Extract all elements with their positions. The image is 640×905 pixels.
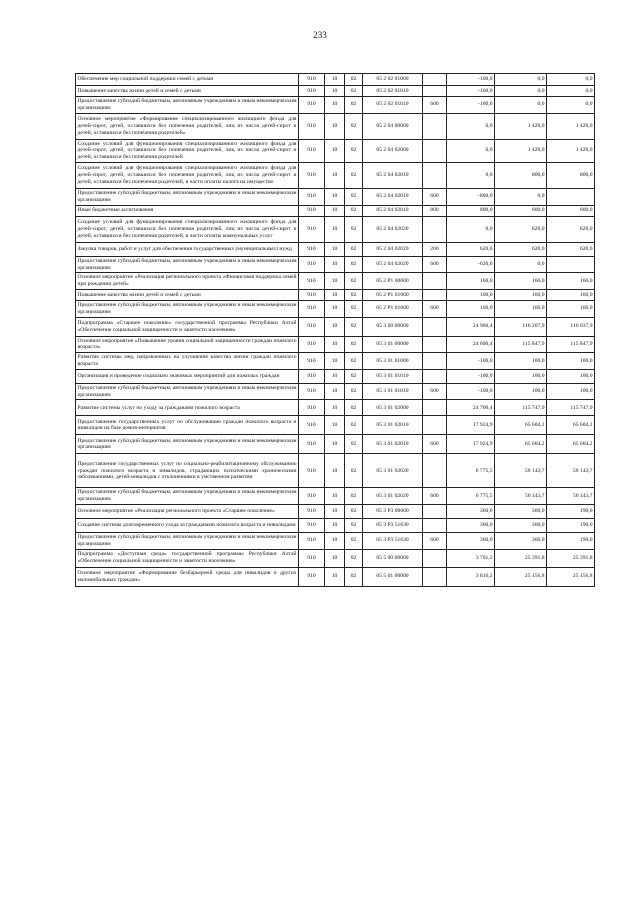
row-gr-cell: 910 bbox=[299, 488, 325, 505]
row-sum-2-cell: 360,0 bbox=[495, 505, 547, 519]
row-sum-2-cell: 0,0 bbox=[495, 256, 547, 273]
row-rz-cell: 10 bbox=[325, 454, 345, 488]
row-pr-cell: 02 bbox=[345, 216, 363, 242]
row-rz-cell: 10 bbox=[325, 488, 345, 505]
row-vr-cell bbox=[423, 139, 447, 162]
row-pr-cell: 02 bbox=[345, 454, 363, 488]
row-pr-cell: 02 bbox=[345, 488, 363, 505]
row-vr-cell bbox=[423, 369, 447, 383]
row-vr-cell bbox=[423, 400, 447, 416]
row-pr-cell: 02 bbox=[345, 505, 363, 519]
row-name-cell: Предоставление субсидий бюджетным, автономным учреждениям и иным некоммерческим организациям bbox=[76, 383, 299, 400]
table-row bbox=[76, 435, 595, 454]
table-row bbox=[76, 163, 595, 189]
row-sum-1-cell: 160,0 bbox=[447, 273, 495, 290]
row-sum-2-cell: 50 143,7 bbox=[495, 488, 547, 505]
row-gr-cell: 910 bbox=[299, 533, 325, 550]
row-sum-2-cell: 1 420,0 bbox=[495, 113, 547, 139]
table-row bbox=[76, 317, 595, 336]
row-name-cell: Создание условий для функционирования специализированного жилищного фонда для детей-сирот, детей, оставшихся без попечения родителей, лиц из числа детей-сирот и детей, оставшихся без попечения родителей bbox=[76, 139, 299, 162]
row-cs-cell: 05 3 00 00000 bbox=[363, 317, 423, 336]
row-vr-cell bbox=[423, 549, 447, 567]
row-sum-3-cell: 65 604,2 bbox=[547, 416, 595, 435]
row-pr-cell: 02 bbox=[345, 533, 363, 550]
row-sum-3-cell: 0,0 bbox=[547, 86, 595, 97]
row-name-cell: Иные бюджетные ассигнования bbox=[76, 205, 299, 216]
row-name-cell: Основное мероприятие «Реализация регионального проекта «Старшее поколение» bbox=[76, 505, 299, 519]
row-rz-cell: 10 bbox=[325, 300, 345, 317]
row-cs-cell: 05 3 01 02010 bbox=[363, 435, 423, 454]
row-gr-cell: 910 bbox=[299, 300, 325, 317]
row-vr-cell: 600 bbox=[423, 488, 447, 505]
row-cs-cell: 05 2 02 01010 bbox=[363, 97, 423, 114]
row-cs-cell: 05 2 04 00000 bbox=[363, 113, 423, 139]
row-name-cell: Предоставление субсидий бюджетным, автономным учреждениям и иным некоммерческим организациям bbox=[76, 300, 299, 317]
row-gr-cell: 910 bbox=[299, 86, 325, 97]
row-rz-cell: 10 bbox=[325, 163, 345, 189]
table-row bbox=[76, 336, 595, 353]
row-name-cell: Подпрограмма «Старшее поколение» государственной программы Республики Алтай «Обеспечение социальной защищенности и занятости населения» bbox=[76, 317, 299, 336]
row-sum-3-cell: 25 391,8 bbox=[547, 549, 595, 567]
row-sum-2-cell: 0,0 bbox=[495, 97, 547, 114]
row-cs-cell: 05 2 04 02010 bbox=[363, 163, 423, 189]
row-name-cell: Основное мероприятие «Реализация регионального проекта «Финансовая поддержка семей при рождении детей» bbox=[76, 273, 299, 290]
row-vr-cell bbox=[423, 567, 447, 586]
row-vr-cell bbox=[423, 353, 447, 370]
row-gr-cell: 910 bbox=[299, 435, 325, 454]
row-name-cell: Повышение качества жизни детей и семей с детьми bbox=[76, 289, 299, 300]
table-row bbox=[76, 139, 595, 162]
row-gr-cell: 910 bbox=[299, 216, 325, 242]
row-cs-cell: 05 3 01 00000 bbox=[363, 336, 423, 353]
row-name-cell: Предоставление субсидий бюджетным, автономным учреждениям и иным некоммерческим организациям bbox=[76, 533, 299, 550]
row-vr-cell: 600 bbox=[423, 435, 447, 454]
row-cs-cell: 05 2 P1 01000 bbox=[363, 300, 423, 317]
row-pr-cell: 02 bbox=[345, 549, 363, 567]
row-gr-cell: 910 bbox=[299, 519, 325, 533]
row-vr-cell: 600 bbox=[423, 383, 447, 400]
row-pr-cell: 02 bbox=[345, 205, 363, 216]
row-sum-3-cell: 800,0 bbox=[547, 205, 595, 216]
row-pr-cell: 02 bbox=[345, 289, 363, 300]
row-gr-cell: 910 bbox=[299, 567, 325, 586]
budget-table-body bbox=[76, 74, 595, 587]
row-rz-cell: 10 bbox=[325, 353, 345, 370]
row-sum-2-cell: 360,0 bbox=[495, 533, 547, 550]
row-gr-cell: 910 bbox=[299, 317, 325, 336]
row-sum-3-cell: 800,0 bbox=[547, 163, 595, 189]
row-sum-3-cell bbox=[547, 189, 595, 206]
row-gr-cell: 910 bbox=[299, 400, 325, 416]
row-cs-cell: 05 3 01 02020 bbox=[363, 488, 423, 505]
row-gr-cell: 910 bbox=[299, 336, 325, 353]
row-sum-3-cell: 620,0 bbox=[547, 216, 595, 242]
table-row bbox=[76, 505, 595, 519]
row-pr-cell: 02 bbox=[345, 519, 363, 533]
row-pr-cell: 02 bbox=[345, 242, 363, 256]
table-row bbox=[76, 273, 595, 290]
row-sum-1-cell: 0,0 bbox=[447, 113, 495, 139]
row-gr-cell: 910 bbox=[299, 163, 325, 189]
row-gr-cell: 910 bbox=[299, 353, 325, 370]
row-sum-2-cell: 160,0 bbox=[495, 289, 547, 300]
row-vr-cell: 600 bbox=[423, 189, 447, 206]
row-gr-cell: 910 bbox=[299, 549, 325, 567]
row-sum-3-cell: 100,0 bbox=[547, 383, 595, 400]
row-rz-cell: 10 bbox=[325, 113, 345, 139]
table-row bbox=[76, 242, 595, 256]
row-sum-2-cell: 115 847,9 bbox=[495, 336, 547, 353]
row-vr-cell: 200 bbox=[423, 242, 447, 256]
row-vr-cell: 600 bbox=[423, 97, 447, 114]
row-vr-cell bbox=[423, 317, 447, 336]
row-name-cell: Предоставление субсидий бюджетным, автономным учреждениям и иным некоммерческим организациям bbox=[76, 488, 299, 505]
row-sum-1-cell: 3 816,2 bbox=[447, 567, 495, 586]
row-sum-1-cell: 800,0 bbox=[447, 205, 495, 216]
table-row bbox=[76, 549, 595, 567]
row-sum-3-cell: 1 420,0 bbox=[547, 113, 595, 139]
row-name-cell: Подпрограмма «Доступная среда» государственной программы Республики Алтай «Обеспечение социальной защищенности и занятости населения» bbox=[76, 549, 299, 567]
row-pr-cell: 02 bbox=[345, 97, 363, 114]
table-row bbox=[76, 400, 595, 416]
row-cs-cell: 05 2 04 02020 bbox=[363, 242, 423, 256]
row-cs-cell: 05 3 P3 51630 bbox=[363, 519, 423, 533]
row-sum-3-cell: 115 747,9 bbox=[547, 400, 595, 416]
table-row bbox=[76, 289, 595, 300]
row-vr-cell: 800 bbox=[423, 205, 447, 216]
row-cs-cell: 05 2 04 02010 bbox=[363, 205, 423, 216]
table-row bbox=[76, 353, 595, 370]
table-row bbox=[76, 86, 595, 97]
row-pr-cell: 02 bbox=[345, 273, 363, 290]
row-cs-cell: 05 3 01 01000 bbox=[363, 353, 423, 370]
row-vr-cell bbox=[423, 454, 447, 488]
row-pr-cell: 02 bbox=[345, 369, 363, 383]
row-vr-cell bbox=[423, 289, 447, 300]
row-gr-cell: 910 bbox=[299, 97, 325, 114]
row-cs-cell: 05 5 00 00000 bbox=[363, 549, 423, 567]
row-sum-1-cell: 24 960,4 bbox=[447, 317, 495, 336]
row-sum-3-cell bbox=[547, 256, 595, 273]
row-cs-cell: 05 2 04 02000 bbox=[363, 139, 423, 162]
row-gr-cell: 910 bbox=[299, 505, 325, 519]
row-gr-cell: 910 bbox=[299, 139, 325, 162]
row-cs-cell: 05 2 P1 01000 bbox=[363, 289, 423, 300]
row-sum-1-cell: 17 924,9 bbox=[447, 435, 495, 454]
row-sum-1-cell: 6 775,5 bbox=[447, 488, 495, 505]
row-cs-cell: 05 3 P3 51630 bbox=[363, 533, 423, 550]
row-sum-2-cell: 100,0 bbox=[495, 353, 547, 370]
row-gr-cell: 910 bbox=[299, 256, 325, 273]
row-name-cell: Развитие системы услуг по уходу за гражданами пожилого возраста bbox=[76, 400, 299, 416]
row-rz-cell: 10 bbox=[325, 549, 345, 567]
table-row bbox=[76, 216, 595, 242]
row-sum-2-cell: 116 207,9 bbox=[495, 317, 547, 336]
row-sum-3-cell: 65 604,2 bbox=[547, 435, 595, 454]
row-sum-1-cell: -100,0 bbox=[447, 383, 495, 400]
row-gr-cell: 910 bbox=[299, 205, 325, 216]
row-name-cell: Предоставление государственных услуг по обслуживанию граждан пожилого возраста и инвалидов на базе домов-интернатов bbox=[76, 416, 299, 435]
row-vr-cell: 600 bbox=[423, 300, 447, 317]
row-gr-cell: 910 bbox=[299, 189, 325, 206]
row-pr-cell: 02 bbox=[345, 256, 363, 273]
row-rz-cell: 10 bbox=[325, 205, 345, 216]
row-name-cell: Предоставление субсидий бюджетным, автономным учреждениям и иным некоммерческим организациям bbox=[76, 256, 299, 273]
row-vr-cell bbox=[423, 505, 447, 519]
row-vr-cell: 600 bbox=[423, 256, 447, 273]
row-name-cell: Основное мероприятие «Повышение уровня социальной защищенности граждан пожилого возраста» bbox=[76, 336, 299, 353]
row-pr-cell: 02 bbox=[345, 317, 363, 336]
row-cs-cell: 05 2 04 02020 bbox=[363, 256, 423, 273]
row-sum-2-cell: 115 747,9 bbox=[495, 400, 547, 416]
table-row bbox=[76, 74, 595, 86]
row-sum-1-cell: 360,0 bbox=[447, 533, 495, 550]
table-row bbox=[76, 567, 595, 586]
row-name-cell: Закупка товаров, работ и услуг для обеспечения государственных (муниципальных) нужд bbox=[76, 242, 299, 256]
row-name-cell: Основное мероприятие «Формирование безбарьерной среды для инвалидов и других маломобильных граждан» bbox=[76, 567, 299, 586]
row-rz-cell: 10 bbox=[325, 74, 345, 86]
row-name-cell: Развитие системы мер, направленных на улучшение качества жизни граждан пожилого возраста bbox=[76, 353, 299, 370]
row-sum-3-cell: 50 143,7 bbox=[547, 488, 595, 505]
row-sum-3-cell: 160,0 bbox=[547, 300, 595, 317]
row-cs-cell: 05 3 01 02000 bbox=[363, 400, 423, 416]
table-row bbox=[76, 205, 595, 216]
row-sum-1-cell: 160,0 bbox=[447, 289, 495, 300]
table-row bbox=[76, 454, 595, 488]
row-sum-3-cell: 190,0 bbox=[547, 519, 595, 533]
row-sum-3-cell: 620,0 bbox=[547, 242, 595, 256]
row-gr-cell: 910 bbox=[299, 289, 325, 300]
row-sum-1-cell: -620,0 bbox=[447, 256, 495, 273]
row-cs-cell: 05 2 P1 00000 bbox=[363, 273, 423, 290]
row-rz-cell: 10 bbox=[325, 256, 345, 273]
row-sum-2-cell: 25 156,8 bbox=[495, 567, 547, 586]
row-vr-cell bbox=[423, 273, 447, 290]
row-sum-2-cell: 0,0 bbox=[495, 189, 547, 206]
table-row bbox=[76, 113, 595, 139]
row-vr-cell bbox=[423, 163, 447, 189]
row-sum-2-cell: 100,0 bbox=[495, 369, 547, 383]
row-rz-cell: 10 bbox=[325, 189, 345, 206]
row-vr-cell bbox=[423, 86, 447, 97]
row-gr-cell: 910 bbox=[299, 369, 325, 383]
row-cs-cell: 05 5 01 00000 bbox=[363, 567, 423, 586]
row-gr-cell: 910 bbox=[299, 113, 325, 139]
row-rz-cell: 10 bbox=[325, 435, 345, 454]
row-sum-2-cell: 160,0 bbox=[495, 300, 547, 317]
row-sum-1-cell: -160,0 bbox=[447, 86, 495, 97]
row-rz-cell: 10 bbox=[325, 369, 345, 383]
row-name-cell: Организация и проведение социально значимых мероприятий для пожилых граждан bbox=[76, 369, 299, 383]
row-cs-cell: 05 2 04 02010 bbox=[363, 189, 423, 206]
row-sum-3-cell: 25 156,8 bbox=[547, 567, 595, 586]
row-sum-3-cell: 115 847,9 bbox=[547, 336, 595, 353]
row-name-cell: Обеспечение мер социальной поддержки семей с детьми bbox=[76, 74, 299, 86]
row-sum-1-cell: -100,0 bbox=[447, 369, 495, 383]
row-vr-cell bbox=[423, 216, 447, 242]
table-row bbox=[76, 256, 595, 273]
row-sum-1-cell: -160,0 bbox=[447, 74, 495, 86]
row-sum-3-cell: 190,0 bbox=[547, 505, 595, 519]
row-sum-3-cell: 160,0 bbox=[547, 273, 595, 290]
row-sum-1-cell: 24 600,4 bbox=[447, 336, 495, 353]
row-sum-1-cell: 0,0 bbox=[447, 139, 495, 162]
page-number: 233 bbox=[313, 30, 327, 40]
row-rz-cell: 10 bbox=[325, 400, 345, 416]
row-sum-2-cell: 620,0 bbox=[495, 216, 547, 242]
row-sum-2-cell: 620,0 bbox=[495, 242, 547, 256]
row-name-cell: Предоставление субсидий бюджетным, автономным учреждениям и иным некоммерческим организациям bbox=[76, 189, 299, 206]
row-rz-cell: 10 bbox=[325, 519, 345, 533]
row-sum-3-cell: 116 037,9 bbox=[547, 317, 595, 336]
row-sum-2-cell: 360,0 bbox=[495, 519, 547, 533]
row-pr-cell: 02 bbox=[345, 416, 363, 435]
row-sum-1-cell: 6 775,5 bbox=[447, 454, 495, 488]
row-sum-2-cell: 65 604,2 bbox=[495, 416, 547, 435]
row-pr-cell: 02 bbox=[345, 567, 363, 586]
row-sum-2-cell: 0,0 bbox=[495, 74, 547, 86]
row-pr-cell: 02 bbox=[345, 336, 363, 353]
row-pr-cell: 02 bbox=[345, 163, 363, 189]
row-sum-2-cell: 50 143,7 bbox=[495, 454, 547, 488]
row-cs-cell: 05 3 01 02020 bbox=[363, 454, 423, 488]
row-sum-3-cell: 1 420,0 bbox=[547, 139, 595, 162]
budget-table bbox=[75, 73, 595, 587]
row-sum-1-cell: 360,0 bbox=[447, 519, 495, 533]
row-name-cell: Основное мероприятие «Формирование специализированного жилищного фонда для детей-сирот, детей, оставшихся без попечения родителей, лиц из числа детей-сирот и детей, оставшихся без попечения родителей» bbox=[76, 113, 299, 139]
row-rz-cell: 10 bbox=[325, 216, 345, 242]
row-gr-cell: 910 bbox=[299, 242, 325, 256]
table-row bbox=[76, 488, 595, 505]
row-gr-cell: 910 bbox=[299, 74, 325, 86]
table-row bbox=[76, 416, 595, 435]
row-vr-cell bbox=[423, 74, 447, 86]
table-row bbox=[76, 97, 595, 114]
row-sum-1-cell: 3 701,2 bbox=[447, 549, 495, 567]
row-gr-cell: 910 bbox=[299, 273, 325, 290]
row-rz-cell: 10 bbox=[325, 336, 345, 353]
row-rz-cell: 10 bbox=[325, 533, 345, 550]
row-sum-1-cell: -160,0 bbox=[447, 97, 495, 114]
row-pr-cell: 02 bbox=[345, 74, 363, 86]
row-pr-cell: 02 bbox=[345, 383, 363, 400]
table-row bbox=[76, 533, 595, 550]
row-pr-cell: 02 bbox=[345, 189, 363, 206]
row-pr-cell: 02 bbox=[345, 113, 363, 139]
row-rz-cell: 10 bbox=[325, 383, 345, 400]
row-name-cell: Создание условий для функционирования специализированного жилищного фонда для детей-сирот, детей, оставшихся без попечения родителей, лиц из числа детей-сирот и детей, оставшихся без попечения родителей, в части оплаты коммунальных услуг bbox=[76, 216, 299, 242]
table-row bbox=[76, 519, 595, 533]
row-gr-cell: 910 bbox=[299, 383, 325, 400]
row-sum-2-cell: 25 391,8 bbox=[495, 549, 547, 567]
row-rz-cell: 10 bbox=[325, 242, 345, 256]
row-sum-3-cell: 0,0 bbox=[547, 74, 595, 86]
row-rz-cell: 10 bbox=[325, 416, 345, 435]
row-name-cell: Предоставление субсидий бюджетным, автономным учреждениям и иным некоммерческим организациям bbox=[76, 435, 299, 454]
row-sum-1-cell: -800,0 bbox=[447, 189, 495, 206]
row-gr-cell: 910 bbox=[299, 454, 325, 488]
row-sum-1-cell: 0,0 bbox=[447, 163, 495, 189]
row-sum-1-cell: 620,0 bbox=[447, 242, 495, 256]
row-rz-cell: 10 bbox=[325, 86, 345, 97]
row-sum-3-cell: 50 143,7 bbox=[547, 454, 595, 488]
row-sum-1-cell: 24 700,4 bbox=[447, 400, 495, 416]
row-sum-2-cell: 0,0 bbox=[495, 86, 547, 97]
row-name-cell: Предоставление государственных услуг по социально-реабилитационному обслуживанию граждан пожилого возраста и инвалидов, страдающих психическими хроническими заболеваниями, детей-инвалидов с отклонениями в умственном развитии bbox=[76, 454, 299, 488]
row-rz-cell: 10 bbox=[325, 97, 345, 114]
row-vr-cell bbox=[423, 336, 447, 353]
row-sum-2-cell: 800,0 bbox=[495, 205, 547, 216]
row-sum-1-cell: 0,0 bbox=[447, 216, 495, 242]
row-cs-cell: 05 3 01 01010 bbox=[363, 369, 423, 383]
row-cs-cell: 05 2 02 01010 bbox=[363, 86, 423, 97]
row-name-cell: Создание системы долговременного ухода за гражданами пожилого возраста и инвалидами bbox=[76, 519, 299, 533]
row-sum-2-cell: 1 420,0 bbox=[495, 139, 547, 162]
row-cs-cell: 05 3 P3 00000 bbox=[363, 505, 423, 519]
row-cs-cell: 05 3 01 01010 bbox=[363, 383, 423, 400]
row-vr-cell bbox=[423, 519, 447, 533]
table-row bbox=[76, 189, 595, 206]
row-pr-cell: 02 bbox=[345, 353, 363, 370]
row-rz-cell: 10 bbox=[325, 289, 345, 300]
row-sum-2-cell: 65 604,2 bbox=[495, 435, 547, 454]
row-gr-cell: 910 bbox=[299, 416, 325, 435]
row-sum-3-cell: 190,0 bbox=[547, 533, 595, 550]
row-vr-cell bbox=[423, 416, 447, 435]
row-sum-1-cell: 360,0 bbox=[447, 505, 495, 519]
row-vr-cell bbox=[423, 113, 447, 139]
row-sum-2-cell: 160,0 bbox=[495, 273, 547, 290]
row-vr-cell: 600 bbox=[423, 533, 447, 550]
row-sum-1-cell: -100,0 bbox=[447, 353, 495, 370]
row-sum-1-cell: 17 924,9 bbox=[447, 416, 495, 435]
row-sum-2-cell: 800,0 bbox=[495, 163, 547, 189]
row-pr-cell: 02 bbox=[345, 139, 363, 162]
row-rz-cell: 10 bbox=[325, 139, 345, 162]
row-cs-cell: 05 3 01 02010 bbox=[363, 416, 423, 435]
row-pr-cell: 02 bbox=[345, 86, 363, 97]
row-sum-3-cell: 160,0 bbox=[547, 289, 595, 300]
row-name-cell: Создание условий для функционирования специализированного жилищного фонда для детей-сирот, детей, оставшихся без попечения родителей, лиц из числа детей-сирот и детей, оставшихся без попечения родителей, в части оплаты налога на имущество bbox=[76, 163, 299, 189]
row-sum-3-cell: 0,0 bbox=[547, 97, 595, 114]
row-sum-1-cell: 160,0 bbox=[447, 300, 495, 317]
row-rz-cell: 10 bbox=[325, 317, 345, 336]
row-pr-cell: 02 bbox=[345, 300, 363, 317]
row-sum-2-cell: 100,0 bbox=[495, 383, 547, 400]
row-sum-3-cell: 100,0 bbox=[547, 353, 595, 370]
row-rz-cell: 10 bbox=[325, 273, 345, 290]
row-cs-cell: 05 2 04 02020 bbox=[363, 216, 423, 242]
table-row bbox=[76, 383, 595, 400]
row-cs-cell: 05 2 02 01000 bbox=[363, 74, 423, 86]
table-row bbox=[76, 300, 595, 317]
row-pr-cell: 02 bbox=[345, 435, 363, 454]
row-rz-cell: 10 bbox=[325, 567, 345, 586]
row-sum-3-cell: 100,0 bbox=[547, 369, 595, 383]
row-pr-cell: 02 bbox=[345, 400, 363, 416]
row-name-cell: Предоставление субсидий бюджетным, автономным учреждениям и иным некоммерческим организациям bbox=[76, 97, 299, 114]
row-rz-cell: 10 bbox=[325, 505, 345, 519]
table-row bbox=[76, 369, 595, 383]
row-name-cell: Повышение качества жизни детей и семей с детьми bbox=[76, 86, 299, 97]
